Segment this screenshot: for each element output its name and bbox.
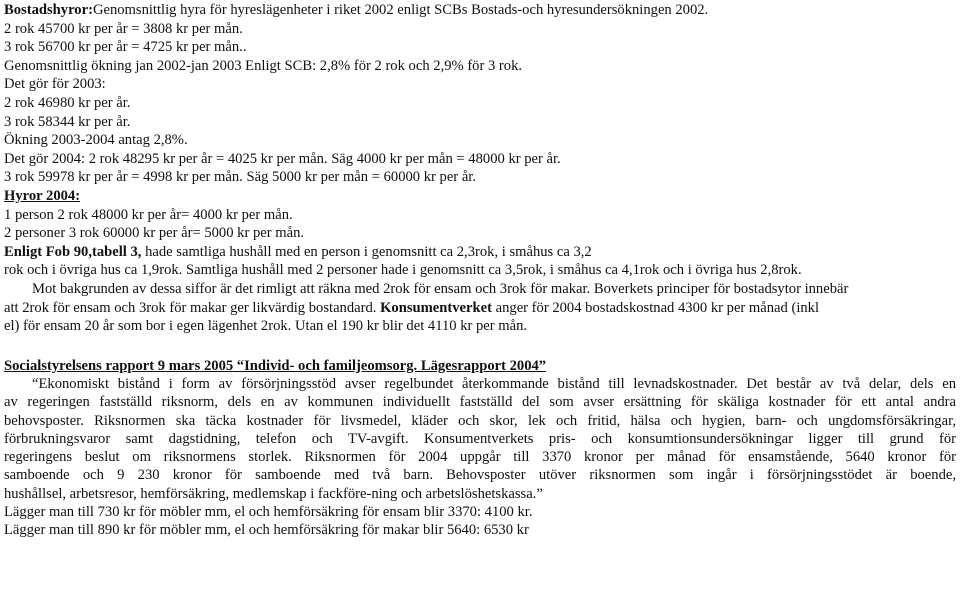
housing-rents-intro xyxy=(4,1,956,20)
fob-90-line-2: rok och i övriga hus ca 1,9rok. Samtliga hushåll med 2 personer hade i genomsnitt ca 3,5rok, i småhus ca 4,1rok och i övriga hus 2,8rok. xyxy=(4,262,802,279)
rent-2rok-2002: 2 rok 45700 kr per år = 3808 kr per mån. xyxy=(4,20,243,37)
rent-3rok-2003: 3 rok 58344 kr per år. xyxy=(4,113,131,130)
total-couple: Lägger man till 890 kr för möbler mm, el och hemförsäkring för makar blir 5640: 6530 kr xyxy=(4,521,529,538)
conclusion-line-3: el) för ensam 20 år som bor i egen lägenhet 2rok. Utan el 190 kr blir det 4110 kr per mån. xyxy=(4,318,528,335)
rents-2004-heading: Hyror 2004: xyxy=(4,187,81,204)
rent-increase-2004: Ökning 2003-2004 antag 2,8%. xyxy=(4,132,188,149)
quote-line-1: “Ekonomiskt bistånd i form av försörjningsstöd avser regelbundet återkommande bistånd till levnadskostnader. Det består av två delar, dels en xyxy=(32,376,956,393)
quote-line-4: förbrukningsvaror samt dagstidning, telefon och TV-avgift. Konsumentverkets pris- och konsumtionsundersökningar ligger till grund för xyxy=(4,430,956,447)
konsumentverket-name: Konsumentverket xyxy=(380,299,492,316)
conclusion-line-1: Mot bakgrunden av dessa siffor är det rimligt att räkna med 2rok för ensam och 3rok för makar. Boverkets principer för bostadsytor innebär xyxy=(32,280,849,297)
housing-rents-title: Bostadshyror: xyxy=(4,2,93,18)
fob-90-reference: Enligt Fob 90,tabell 3, xyxy=(4,243,142,260)
quote-line-5: regeringens beslut om riksnormens storlek. Riksnormen för 2004 uppgår till 3370 kronor per månad för ensamstående, 5640 kronor för xyxy=(4,449,956,466)
rent-1-person: 1 person 2 rok 48000 kr per år= 4000 kr per mån. xyxy=(4,206,293,223)
socialstyrelsen-quote xyxy=(4,375,956,502)
conclusion-line-2: att 2rok för ensam och 3rok för makar ger likvärdig bostandard. Konsumentverket anger för 2004 bostadskostnad 4300 kr per månad (inkl xyxy=(4,299,820,316)
socialstyrelsen-heading: Socialstyrelsens rapport 9 mars 2005 “Individ- och familjeomsorg. Lägesrapport 2004” xyxy=(4,357,547,374)
quote-line-2: av regeringen fastställd riksnorm, dels en av kommunen individuellt fastställd del som avser ersättning för skäliga kostnader för ett antal andra xyxy=(4,394,956,411)
rent-2rok-2004: Det gör 2004: 2 rok 48295 kr per år = 4025 kr per mån. Säg 4000 kr per mån = 48000 kr per år. xyxy=(4,150,561,167)
quote-line-7: hushållsel, arbetsresor, hemförsäkring, medlemskap i fackföre-ning och arbetslöshetskassa.” xyxy=(4,485,543,502)
housing-rents-source: Genomsnittlig hyra för hyreslägenheter i riket 2002 enligt SCBs Bostads-och hyresundersökningen 2002. xyxy=(92,2,709,18)
fob-90-line-1: Enligt Fob 90,tabell 3, hade samtliga hushåll med en person i genomsnitt ca 2,3rok, i småhus ca 3,2 xyxy=(4,243,592,260)
quote-line-3: behovsposter. Riksnormen ska täcka kostnader för livsmedel, kläder och skor, lek och fritid, hälsa och hygien, barn- och ungdomsförsäkringar, xyxy=(4,412,956,429)
rent-increase-2003: Genomsnittlig ökning jan 2002-jan 2003 Enligt SCB: 2,8% för 2 rok och 2,9% för 3 rok. xyxy=(4,57,523,74)
rent-3rok-2002: 3 rok 56700 kr per år = 4725 kr per mån.. xyxy=(4,39,247,56)
rent-2003-heading: Det gör för 2003: xyxy=(4,76,106,93)
total-single: Lägger man till 730 kr för möbler mm, el och hemförsäkring för ensam blir 3370: 4100 kr. xyxy=(4,503,533,520)
quote-line-6: samboende och 9 230 kronor för samboende med två barn. Behovsposter utöver riksnormen som ingår i försörjningsstödet är boende, xyxy=(4,467,956,484)
rent-2-persons: 2 personer 3 rok 60000 kr per år= 5000 kr per mån. xyxy=(4,225,305,242)
section-spacer xyxy=(4,336,956,357)
rent-2rok-2003: 2 rok 46980 kr per år. xyxy=(4,94,131,111)
rent-3rok-2004: 3 rok 59978 kr per år = 4998 kr per mån. Säg 5000 kr per mån = 60000 kr per år. xyxy=(4,169,476,186)
